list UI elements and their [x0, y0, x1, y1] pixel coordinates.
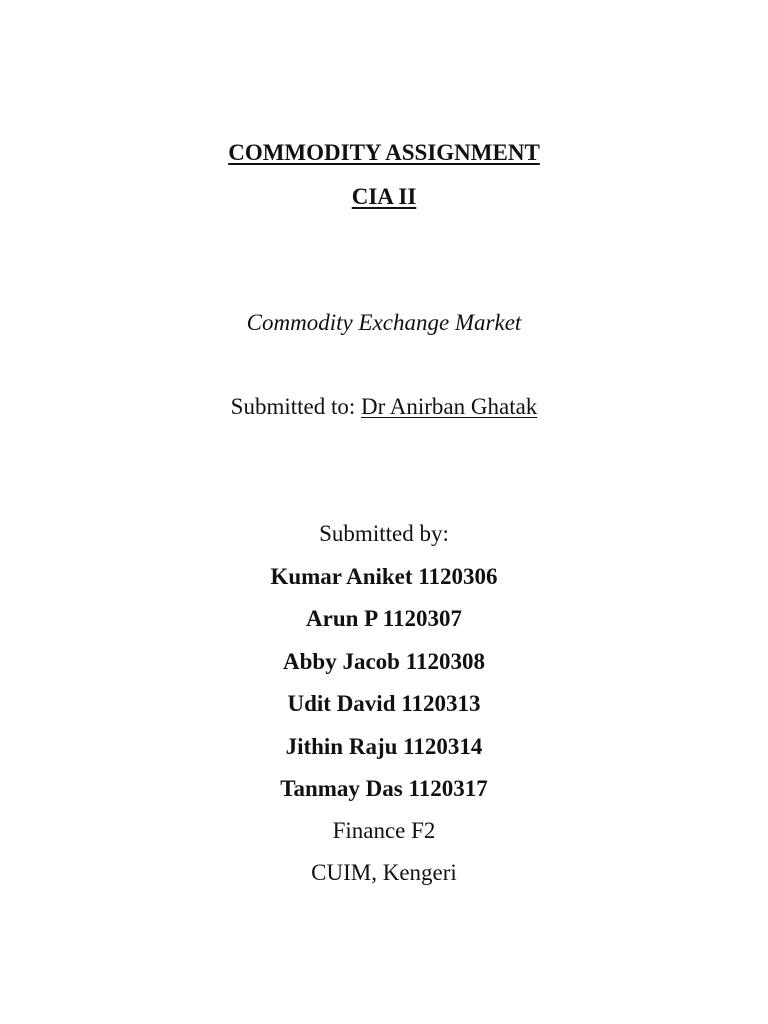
document-title: COMMODITY ASSIGNMENT: [228, 140, 540, 165]
member-name: Jithin Raju 1120314: [285, 734, 483, 759]
submitted-to-line: [0, 395, 768, 418]
institution-name: CUIM, Kengeri: [311, 860, 457, 885]
member-name: Tanmay Das 1120317: [280, 776, 488, 801]
member-name: Arun P 1120307: [306, 606, 462, 631]
submitted-to-name: Dr Anirban Ghatak: [361, 394, 538, 419]
member-name: Abby Jacob 1120308: [283, 649, 485, 674]
document-subtitle: CIA II: [351, 184, 417, 209]
member-name: Kumar Aniket 1120306: [270, 564, 498, 589]
submitted-to-label: Submitted to:: [230, 394, 362, 419]
class-section: Finance F2: [332, 818, 436, 843]
member-name: Udit David 1120313: [287, 691, 481, 716]
assignment-topic: Commodity Exchange Market: [246, 310, 522, 335]
submitted-by-label: Submitted by:: [319, 521, 449, 546]
